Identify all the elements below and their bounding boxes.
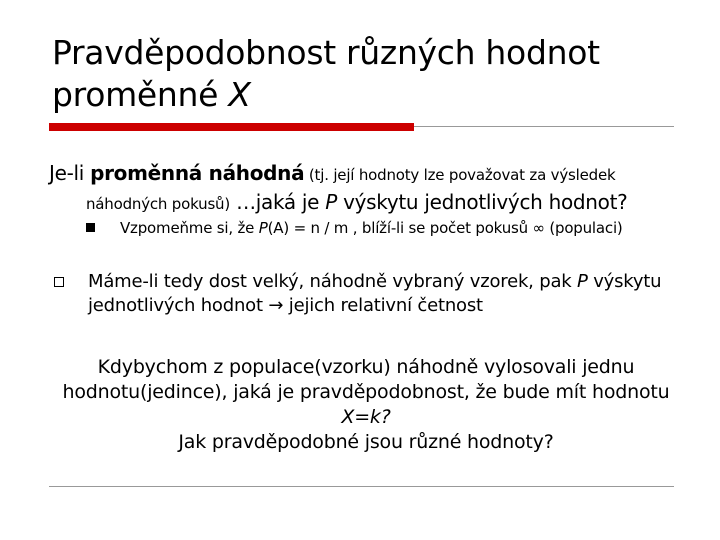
bottom-rule (49, 486, 674, 487)
sub-prefix: Vzpomeňme si, že (120, 219, 259, 237)
p3-line-2: hodnotu(jedince), jaká je pravděpodobnost, že bude mít hodnotu (62, 381, 670, 403)
sub-rest: (A) = n / m , blíží-li se počet pokusů ∞ (populaci) (267, 219, 623, 237)
sub-p-symbol: P (258, 219, 268, 237)
p1-line-2 (49, 189, 689, 218)
p1-text-start: Je-li (49, 161, 91, 185)
square-bullet-icon (86, 223, 95, 232)
slide-title (52, 32, 692, 116)
title-underline-accent (49, 123, 414, 131)
paragraph-relative-frequency (88, 270, 698, 318)
p1-bold-term: proměnná náhodná (90, 161, 305, 185)
p3-line-4: Jak pravděpodobné jsou různé hodnoty? (178, 431, 554, 453)
p1-p-symbol: P (325, 190, 338, 214)
p1-text-end: výskytu jednotlivých hodnot? (337, 190, 628, 214)
p1-small-note-2: náhodných pokusů) (86, 195, 231, 213)
p2-text-start: Máme-li tedy dost velký, náhodně vybraný vzorek, pak (88, 271, 578, 292)
title-line-1: Pravděpodobnost různých hodnot (52, 33, 600, 72)
p2-p-symbol: P (577, 271, 588, 292)
title-underline-rule (414, 126, 674, 127)
sub-bullet-text (120, 217, 623, 239)
p1-small-note-1: (tj. její hodnoty lze považovat za výsledek (304, 166, 616, 184)
p1-text-middle: …jaká je (230, 190, 326, 214)
title-line-2-prefix: proměnné (52, 75, 229, 114)
hollow-square-bullet-icon (54, 277, 64, 287)
p2-text-end: výskytu jednotlivých hodnot → jejich relativní četnost (88, 271, 662, 316)
p3-line-1: Kdybychom z populace(vzorku) náhodně vylosovali jednu (97, 356, 635, 378)
p3-line-3: X=k? (341, 406, 391, 428)
paragraph-random-variable (49, 160, 689, 218)
paragraph-question (44, 355, 688, 455)
title-variable: X (228, 75, 251, 114)
